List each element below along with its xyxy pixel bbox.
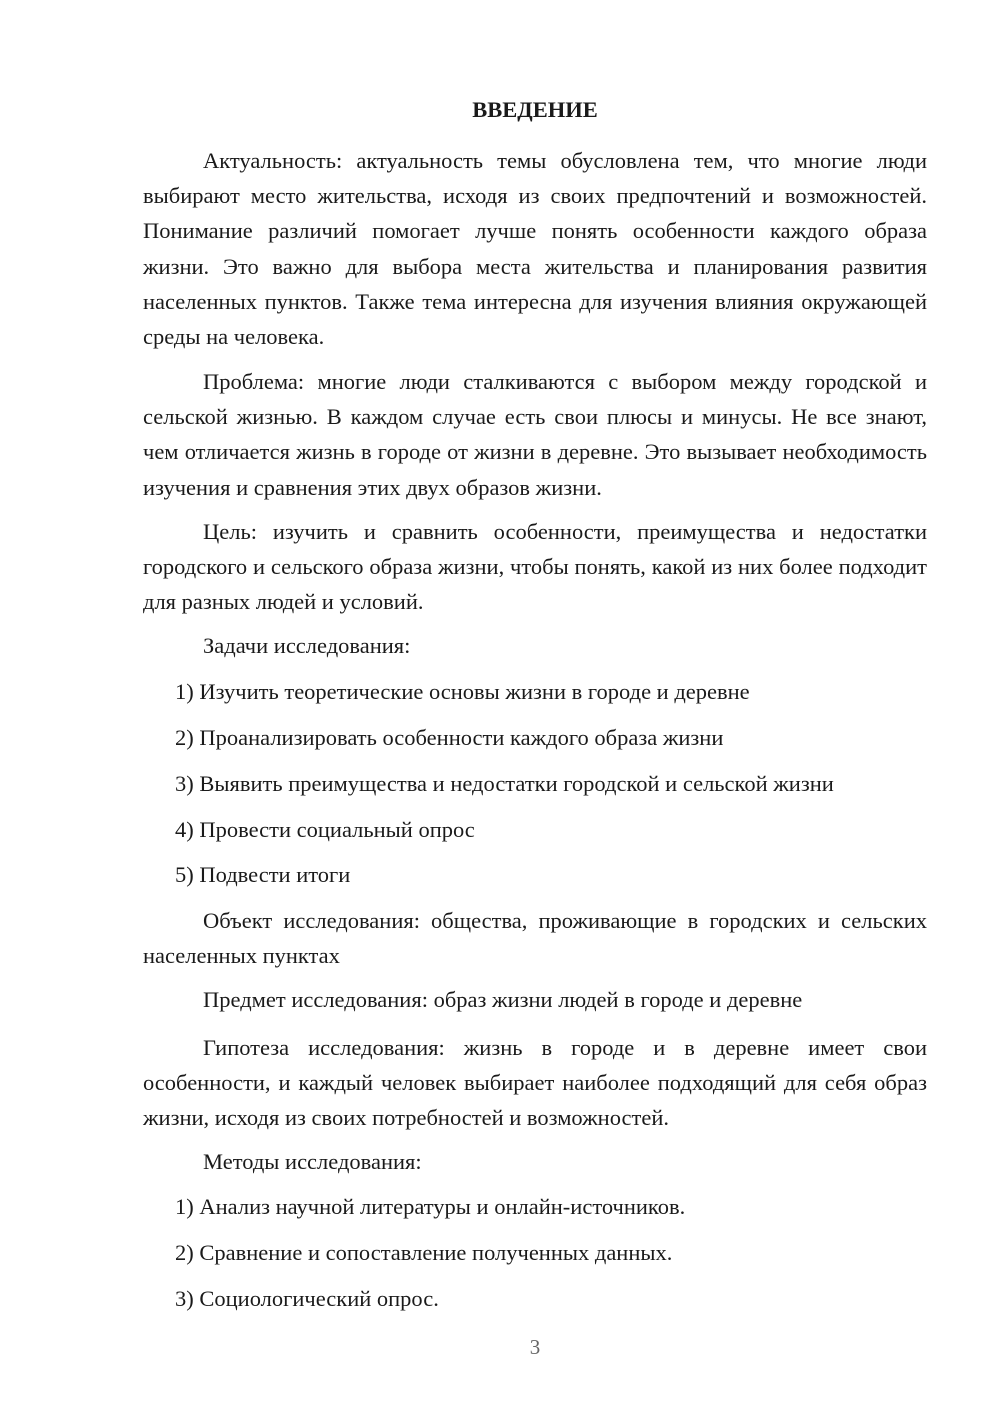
section-title: ВВЕДЕНИЕ [472, 97, 598, 122]
task-item: 5) Подвести итоги [175, 862, 351, 887]
task-item: 3) Выявить преимущества и недостатки городской и сельской жизни [175, 771, 834, 796]
methods-heading: Методы исследования: [203, 1149, 422, 1174]
subject-paragraph: Предмет исследования: образ жизни людей в городе и деревне [203, 987, 803, 1012]
problem-paragraph: Проблема: многие люди сталкиваются с выбором между городской и сельской жизнью. В каждом случае есть свои плюсы и минусы. Не все знают, чем отличается жизнь в городе от жизни в деревне. Это вызывает необходимость изучения и сравнения этих двух образов жизни. [143, 369, 927, 500]
task-item: 1) Изучить теоретические основы жизни в городе и деревне [175, 679, 750, 704]
task-item: 4) Провести социальный опрос [175, 817, 475, 842]
tasks-heading: Задачи исследования: [203, 633, 411, 658]
object-paragraph: Объект исследования: общества, проживающие в городских и сельских населенных пунктах [143, 908, 927, 969]
task-item: 2) Проанализировать особенности каждого образа жизни [175, 725, 724, 750]
method-item: 2) Сравнение и сопоставление полученных данных. [175, 1240, 673, 1265]
page-number: 3 [529, 1335, 541, 1359]
hypothesis-paragraph: Гипотеза исследования: жизнь в городе и в деревне имеет свои особенности, и каждый человек выбирает наиболее подходящий для себя образ жизни, исходя из своих потребностей и возможностей. [143, 1035, 927, 1131]
method-item: 3) Социологический опрос. [175, 1286, 439, 1311]
method-item: 1) Анализ научной литературы и онлайн-источников. [175, 1194, 686, 1219]
relevance-paragraph: Актуальность: актуальность темы обусловлена тем, что многие люди выбирают место жительства, исходя из своих предпочтений и возможностей. Понимание различий помогает лучше понять особенности каждого образа жизни. Это важно для выбора места жительства и планирования развития населенных пунктов. Также тема интересна для изучения влияния окружающей среды на человека. [143, 148, 927, 350]
goal-paragraph: Цель: изучить и сравнить особенности, преимущества и недостатки городского и сельского образа жизни, чтобы понять, какой из них более подходит для разных людей и условий. [143, 519, 927, 615]
